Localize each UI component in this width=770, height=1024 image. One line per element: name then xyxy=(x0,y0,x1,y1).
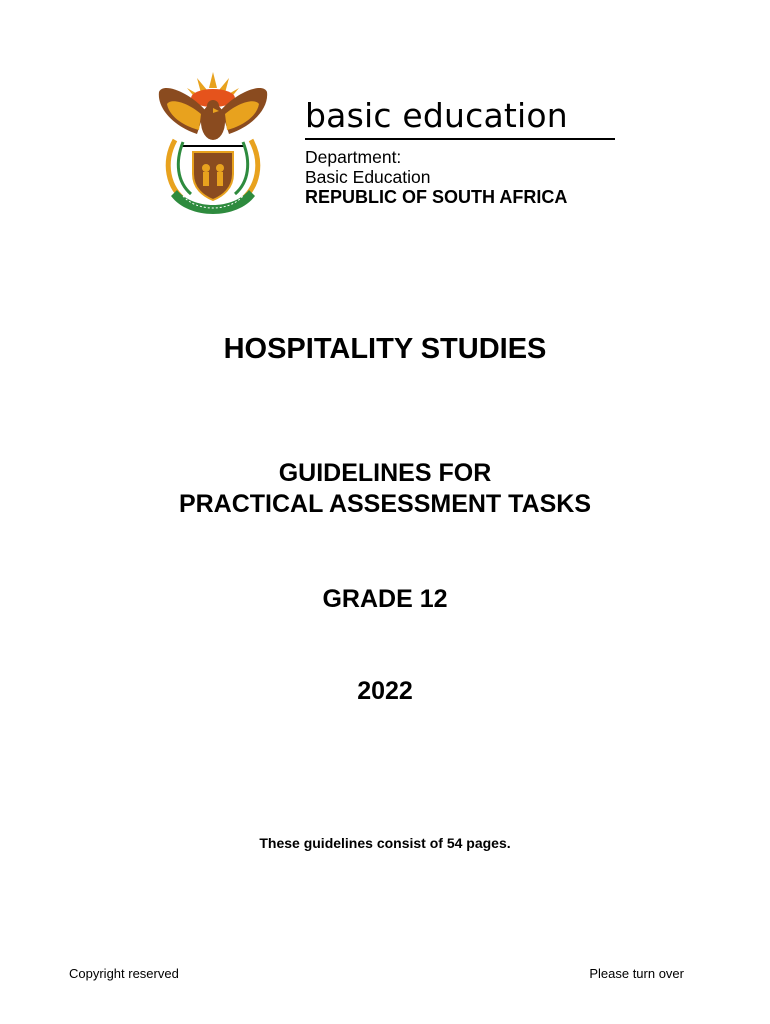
brand-title: basic education xyxy=(305,96,615,140)
guidelines-line-2: PRACTICAL ASSESSMENT TASKS xyxy=(178,490,592,518)
guidelines-title xyxy=(0,458,770,520)
guidelines-line-1: GUIDELINES FOR xyxy=(278,459,492,487)
department-brand xyxy=(305,96,615,207)
page-count-note: These guidelines consist of 54 pages. xyxy=(259,835,511,851)
department-label: Department: xyxy=(305,147,402,167)
turn-over-footer: Please turn over xyxy=(589,966,684,981)
department-name: Basic Education xyxy=(305,167,431,187)
grade-title: GRADE 12 xyxy=(322,585,448,613)
year-title: 2022 xyxy=(357,677,413,705)
subject-title: HOSPITALITY STUDIES xyxy=(223,333,547,365)
country-name: REPUBLIC OF SOUTH AFRICA xyxy=(305,187,568,207)
copyright-footer: Copyright reserved xyxy=(69,966,179,981)
coat-of-arms-icon xyxy=(153,70,273,220)
